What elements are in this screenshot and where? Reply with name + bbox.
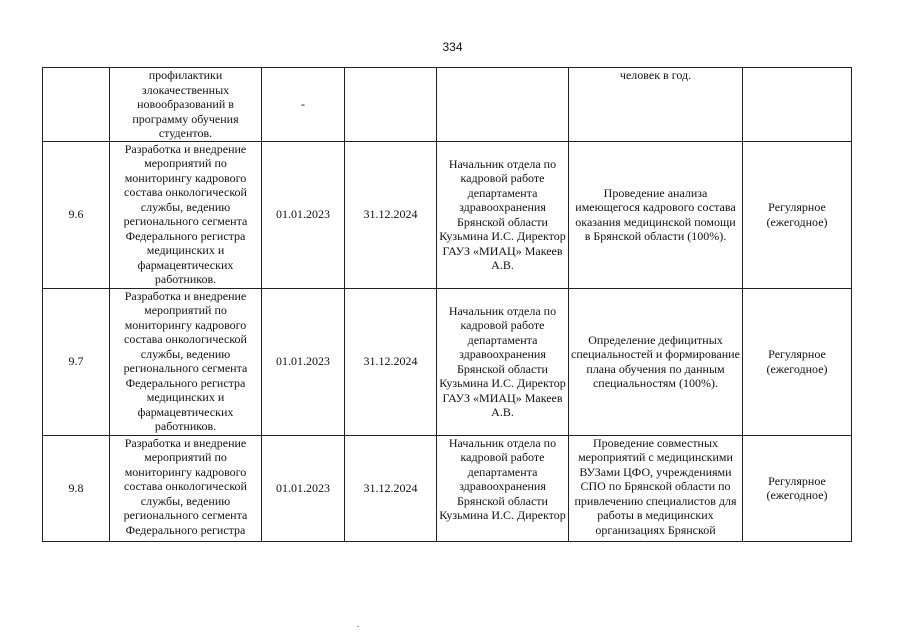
start-date-dash: - — [301, 97, 305, 111]
type-cell: Регулярное (ежегодное) — [743, 435, 852, 541]
start-date-cell: 01.01.2023 — [262, 435, 345, 541]
event-cell: Разработка и внедрение мероприятий по мониторингу кадрового состава онкологической службы, ведению регионального сегмента Федерального регистра медицинских и фармацевтических работников. — [110, 141, 262, 288]
end-date-cell — [345, 68, 437, 142]
type-cell: Регулярное (ежегодное) — [743, 288, 852, 435]
item-number-cell: 9.7 — [43, 288, 110, 435]
result-cell: Проведение совместных мероприятий с медицинскими ВУЗами ЦФО, учреждениями СПО по Брянской области по привлечению специалистов для работы в медицинских организациях Брянской — [569, 435, 743, 541]
end-date-cell: 31.12.2024 — [345, 141, 437, 288]
event-cell: Разработка и внедрение мероприятий по мониторингу кадрового состава онкологической службы, ведению регионального сегмента Федерального регистра — [110, 435, 262, 541]
responsible-cell: Начальник отдела по кадровой работе департамента здравоохранения Брянской области Кузьмина И.С. Директор ГАУЗ «МИАЦ» Макеев А.В. — [437, 288, 569, 435]
responsible-cell: Начальник отдела по кадровой работе департамента здравоохранения Брянской области Кузьмина И.С. Директор ГАУЗ «МИАЦ» Макеев А.В. — [437, 141, 569, 288]
type-cell — [743, 68, 852, 142]
item-number-cell — [43, 68, 110, 142]
page-number: 334 — [442, 40, 463, 54]
start-date-cell: 01.01.2023 — [262, 141, 345, 288]
scan-speck — [357, 626, 359, 627]
result-cell: Проведение анализа имеющегося кадрового состава оказания медицинской помощи в Брянской области (100%). — [569, 141, 743, 288]
start-date-cell — [262, 68, 345, 142]
start-date-cell: 01.01.2023 — [262, 288, 345, 435]
responsible-cell: Начальник отдела по кадровой работе департамента здравоохранения Брянской области Кузьмина И.С. Директор — [437, 435, 569, 541]
responsible-cell — [437, 68, 569, 142]
table-row — [43, 68, 852, 142]
item-number-cell: 9.8 — [43, 435, 110, 541]
event-cell: профилактики злокачественных новообразований в программу обучения студентов. — [110, 68, 262, 142]
result-cell: человек в год. — [569, 68, 743, 142]
table-row — [43, 435, 852, 541]
event-cell: Разработка и внедрение мероприятий по мониторингу кадрового состава онкологической службы, ведению регионального сегмента Федерального регистра медицинских и фармацевтических работников. — [110, 288, 262, 435]
table-row — [43, 141, 852, 288]
end-date-cell: 31.12.2024 — [345, 435, 437, 541]
item-number-cell: 9.6 — [43, 141, 110, 288]
activity-table — [42, 67, 852, 542]
table-row — [43, 288, 852, 435]
end-date-cell: 31.12.2024 — [345, 288, 437, 435]
result-cell: Определение дефицитных специальностей и формирование плана обучения по данным специальностям (100%). — [569, 288, 743, 435]
type-cell: Регулярное (ежегодное) — [743, 141, 852, 288]
